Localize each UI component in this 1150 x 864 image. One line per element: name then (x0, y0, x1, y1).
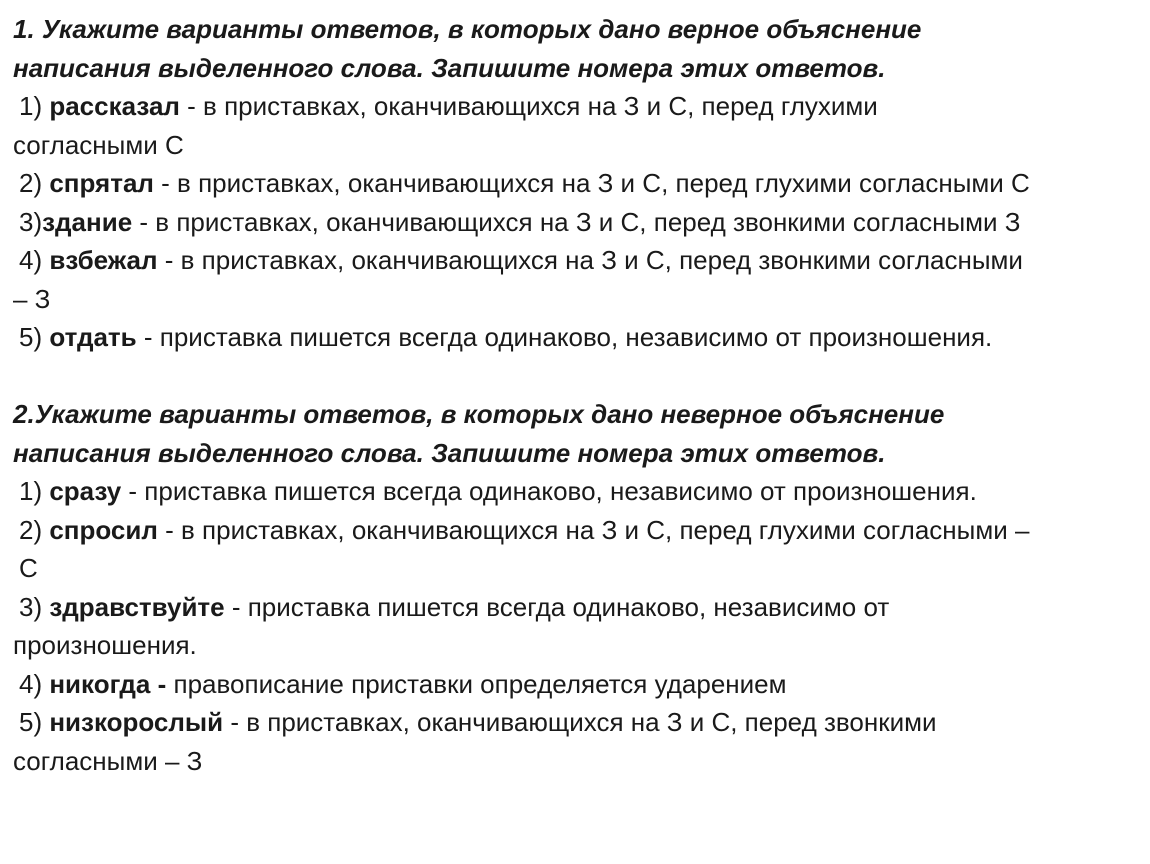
option-number: 5) (19, 707, 50, 737)
section-spacer (13, 357, 1138, 396)
task-1-option-1 (13, 87, 1138, 164)
option-explanation: - в приставках, оканчивающихся на З и С, перед глухими согласными – (157, 514, 1030, 545)
option-word: низкорослый (49, 707, 224, 737)
option-number: 1) (19, 476, 50, 506)
task-2-title (13, 395, 1138, 472)
option-word: спросил (49, 514, 158, 545)
option-word: спрятал (49, 168, 154, 198)
task-1-option-5 (13, 318, 1138, 357)
slide-content (13, 10, 1138, 780)
option-number: 5) (19, 322, 50, 352)
task-2-option-4 (13, 665, 1138, 704)
option-explanation: - в приставках, оканчивающихся на З и С, перед глухими (179, 91, 878, 121)
task-1-title-line-1: 1. Укажите варианты ответов, в которых дано верное объяснение (13, 14, 922, 44)
option-number: 4) (19, 245, 50, 275)
option-explanation-continued: С (19, 553, 38, 583)
option-word: сразу (49, 476, 122, 506)
option-word: рассказал (49, 91, 180, 121)
task-2-option-3 (13, 588, 1138, 665)
task-1-option-4 (13, 241, 1138, 318)
task-2 (13, 395, 1138, 780)
option-explanation: - в приставках, оканчивающихся на З и С, перед звонкими согласными З (132, 206, 1021, 237)
task-2-option-5 (13, 703, 1138, 780)
option-explanation-continued: произношения. (13, 630, 197, 660)
option-explanation: - приставка пишется всегда одинаково, независимо от произношения. (121, 476, 977, 506)
option-word: взбежал (49, 245, 158, 275)
task-2-option-1 (13, 472, 1138, 511)
option-explanation-continued: согласными – З (13, 745, 203, 776)
option-explanation-continued: согласными С (13, 129, 184, 160)
option-word: никогда - (49, 668, 167, 699)
task-2-title-line-2: написания выделенного слова. Запишите номера этих ответов. (13, 437, 886, 468)
task-1-option-2 (13, 164, 1138, 203)
option-number: 2) (19, 168, 50, 198)
option-word: здание (42, 206, 133, 237)
option-number: 3) (19, 591, 50, 622)
option-explanation: правописание приставки определяется ударением (166, 668, 787, 699)
option-explanation-continued: – З (13, 283, 51, 314)
option-number: 1) (19, 91, 50, 121)
option-explanation: - приставка пишется всегда одинаково, независимо от произношения. (136, 322, 993, 352)
option-explanation: - в приставках, оканчивающихся на З и С, перед звонкими согласными (157, 245, 1023, 275)
task-2-title-line-1: 2.Укажите варианты ответов, в которых дано неверное объяснение (13, 399, 945, 429)
task-2-option-2 (13, 511, 1138, 588)
task-1-title (13, 10, 1138, 87)
option-number: 2) (19, 514, 50, 545)
option-explanation: - в приставках, оканчивающихся на З и С, перед звонкими (223, 707, 937, 737)
option-word: отдать (49, 322, 137, 352)
option-number: 3) (19, 206, 43, 237)
option-explanation: - приставка пишется всегда одинаково, независимо от (224, 591, 890, 622)
option-word: здравствуйте (49, 591, 225, 622)
task-1 (13, 10, 1138, 357)
option-explanation: - в приставках, оканчивающихся на З и С, перед глухими согласными С (153, 168, 1030, 198)
task-1-title-line-2: написания выделенного слова. Запишите номера этих ответов. (13, 52, 886, 83)
option-number: 4) (19, 668, 50, 699)
task-1-option-3 (13, 203, 1138, 242)
